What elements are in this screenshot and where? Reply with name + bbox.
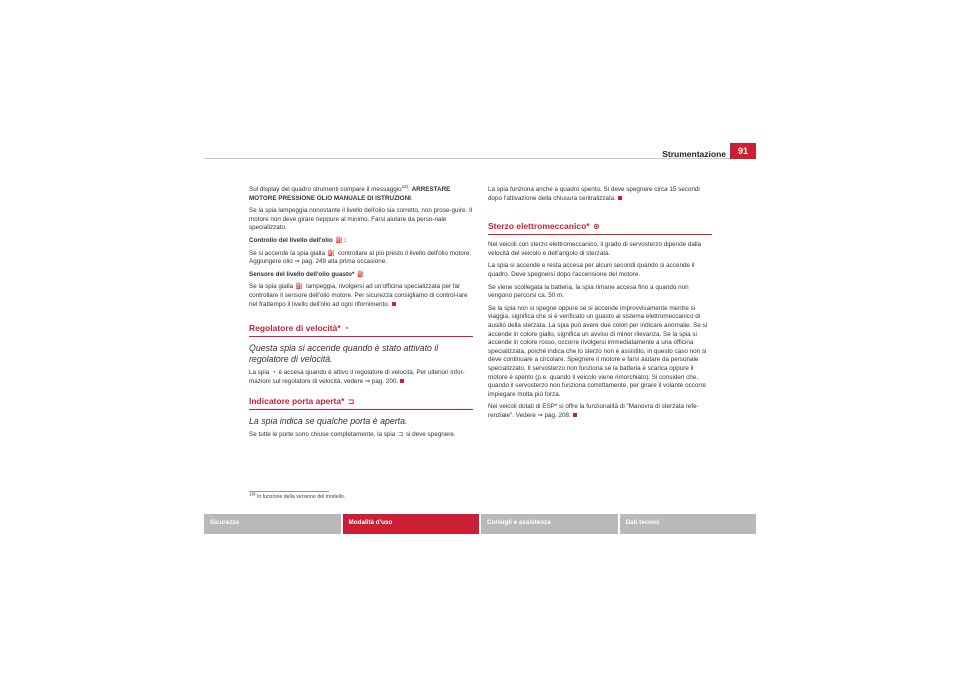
steering-battery: Se viene scollegata la batteria, la spia rimane accesa fino a quando non vengono percorsi ca. 50 m. (488, 283, 689, 300)
page-number: 91 (730, 143, 756, 159)
speedometer-icon: ◔ (272, 370, 276, 377)
oil-level-paragraph: Se si accende la spia gialla ⛽ controllare al più presto il livello dell'olio motore. Aggiungere olio ⇒ pag. 249 alla prima occasione. (249, 249, 472, 266)
oil-can-icon: ⛽ (327, 250, 336, 257)
footnote: 18) In funzione della versione del modello. (249, 491, 346, 500)
footnote-ref[interactable]: 18) (401, 183, 409, 189)
tab-dati-tecnici[interactable]: Dati tecnici (620, 514, 757, 534)
chapter-title: Strumentazione (662, 149, 726, 159)
cruise-control-paragraph: La spia ◔ è accesa quando è attivo il regolatore di velocità. Per ulteriori infor-mazioni sul regolatore di velocità, vedere ⇒ pag. 200. (249, 369, 465, 385)
oil-can-icon: ⛽ (357, 271, 365, 278)
footnote-rule (249, 491, 329, 492)
cruise-control-title: Regolatore di velocità* ◔ (249, 323, 473, 337)
tab-sicurezza[interactable]: Sicurezza (204, 514, 341, 534)
steering-fault: Se la spia non si spegne oppure se si accende improvvisamente mentre si viaggia, significa che si è verificato un guasto al sistema elettromeccanico di ausilio della sterzata. La spia può avere due colori per indicare anomalie. Se si accende in colore giallo, significa un avviso di minor rilevanza. Se la spia si accende in colore rosso, occorre rivolgersi immediatamente a una officina specializzata, poiché indica che lo sterzo non è assistito, in questo caso non si deve continuare a circolare. Spegnere il motore e farsi aiutare da personale specializzato. Il servosterzo non funziona se la batteria è scarica oppure il motore è spento (p.e. quando il veicolo viene rimorchiato). Si consideri che, quando il servosterzo non funziona correttamente, per girare il volante occorre impiegare molta più forza. (488, 304, 708, 398)
end-marker (573, 413, 577, 417)
oil-level-heading: Controllo del livello dell'olio ⛽: (249, 236, 347, 244)
door-open-paragraph: Se tutte le porte sono chiuse completamente, la spia ⊐ si deve spegnere. (249, 431, 456, 439)
tab-consigli-assistenza[interactable]: Consigli e assistenza (481, 514, 618, 534)
end-marker (400, 379, 404, 383)
car-door-icon: ⊐ (398, 432, 404, 439)
oil-can-icon: ⛽ (335, 237, 343, 244)
door-open-lead: La spia indica se qualche porta è aperta. (249, 416, 408, 427)
steering-intro: Nei veicoli con sterzo elettromeccanico, il grado di servosterzo dipende dalla velocità del veicolo e dell'angolo di sterzata. (488, 241, 702, 257)
steering-wheel-icon: ⊛ (592, 222, 600, 232)
door-lamp-paragraph: La spia funziona anche a quadro spento. Si deve spegnere circa 15 secondi dopo l'attivazione della chiusura centralizzata. (488, 186, 700, 202)
tab-modalita-duso[interactable]: Modalità d'uso (343, 514, 480, 534)
right-column (488, 186, 712, 424)
speedometer-icon: ◔ (344, 324, 349, 334)
steering-lamp-on: La spia si accende e resta accesa per alcuni secondi quando si accende il quadro. Deve spegnersi dopo l'accensione del motore. (488, 262, 695, 278)
oil-sensor-paragraph: Se la spia gialla ⛽ lampeggia, rivolgersi ad un'officina specializzata per far controllare il sensore dell'olio motore. Per sicurezza consigliamo di control-lare nel frattempo il livello dell'olio ad ogni rifornimento. (249, 283, 468, 308)
door-open-title: Indicatore porta aperta* ⊐ (249, 396, 473, 410)
oil-pressure-message: Sul display del quadro strumenti compare il messaggio$^{18)}$: ARRESTARE MOTORE PRESSIONE OLIO MANUALE DI ISTRUZIONI. (249, 183, 451, 202)
left-column (249, 183, 473, 444)
end-marker (392, 302, 396, 306)
car-door-icon: ⊐ (347, 397, 355, 407)
steering-esp: Nei veicoli dotati di ESP* si offre la funzionalità di "Manovra di sterzata refe-renziale". Vedere ⇒ pag. 208. (488, 403, 699, 419)
oil-warning-paragraph: Se la spia lampeggia nonostante il livello dell'olio sia corretto, non prose-guire. Il motore non deve girare neppure al minimo. Farsi aiutare da perso-nale specializzato. (249, 207, 473, 232)
oil-can-icon: ⛽ (295, 284, 304, 291)
footer-nav (204, 514, 756, 534)
end-marker (618, 196, 622, 200)
cruise-control-lead: Questa spia si accende quando è stato attivato il regolatore di velocità. (249, 343, 439, 365)
oil-sensor-heading: Sensore del livello dell'olio guasto* ⛽ (249, 270, 365, 278)
steering-title: Sterzo elettromeccanico* ⊛ (488, 221, 712, 235)
